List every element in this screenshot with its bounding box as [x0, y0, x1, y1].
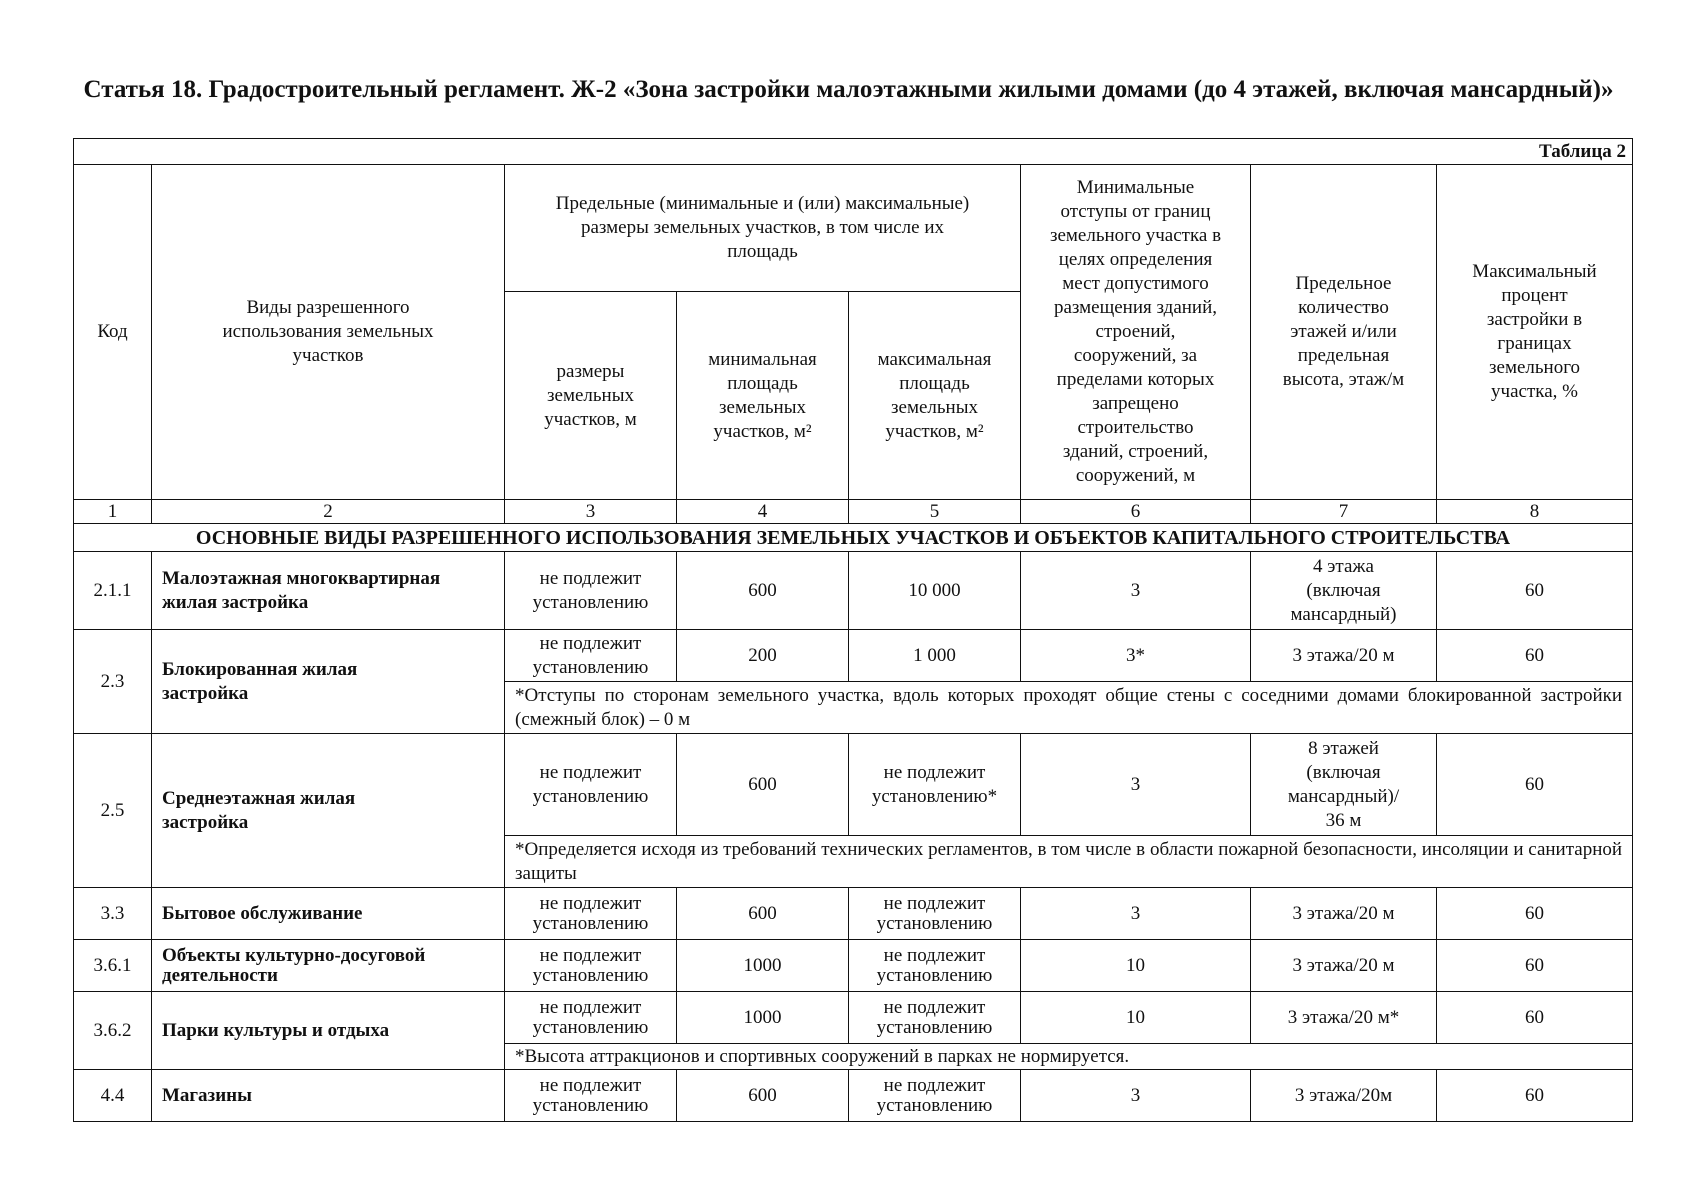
row-floors: 3 этажа/20 м	[1251, 630, 1437, 682]
row-code: 2.3	[74, 630, 152, 734]
row-sizes: не подлежит установлению	[505, 940, 677, 992]
row-sizes: не подлежит установлению	[505, 1070, 677, 1122]
row-note: *Высота аттракционов и спортивных сооружений в парках не нормируется.	[505, 1044, 1633, 1070]
row-floors: 3 этажа/20м	[1251, 1070, 1437, 1122]
row-name: Бытовое обслуживание	[152, 888, 505, 940]
table-row	[74, 992, 1633, 1044]
row-floors: 8 этажей (включая мансардный)/ 36 м	[1251, 734, 1437, 836]
header-sizes-group: Предельные (минимальные и (или) максимальные) размеры земельных участков, в том числе их площадь	[505, 165, 1021, 292]
row-max-area: 10 000	[849, 552, 1021, 630]
column-number: 5	[849, 500, 1021, 524]
row-min-area: 1000	[677, 940, 849, 992]
column-number: 1	[74, 500, 152, 524]
row-sizes: не подлежит установлению	[505, 734, 677, 836]
table-row	[74, 940, 1633, 992]
header-floors: Предельное количество этажей и/или предельная высота, этаж/м	[1251, 165, 1437, 500]
row-sizes: не подлежит установлению	[505, 630, 677, 682]
column-number: 3	[505, 500, 677, 524]
row-floors: 3 этажа/20 м*	[1251, 992, 1437, 1044]
row-note: *Определяется исходя из требований технических регламентов, в том числе в области пожарной безопасности, инсоляции и санитарной защиты	[505, 836, 1633, 888]
table-label: Таблица 2	[74, 139, 1633, 165]
row-percent: 60	[1437, 940, 1633, 992]
row-sizes: не подлежит установлению	[505, 552, 677, 630]
row-min-area: 1000	[677, 992, 849, 1044]
row-name: Объекты культурно-досуговой деятельности	[152, 940, 505, 992]
row-floors: 3 этажа/20 м	[1251, 940, 1437, 992]
column-numbers-row	[74, 500, 1633, 524]
row-floors: 4 этажа (включая мансардный)	[1251, 552, 1437, 630]
row-code: 2.5	[74, 734, 152, 888]
column-number: 8	[1437, 500, 1633, 524]
table-row	[74, 1070, 1633, 1122]
row-name: Малоэтажная многоквартирная жилая застройка	[152, 552, 505, 630]
header-max-area: максимальная площадь земельных участков, м²	[849, 292, 1021, 500]
row-percent: 60	[1437, 992, 1633, 1044]
row-max-area: не подлежит установлению	[849, 888, 1021, 940]
row-setback: 3	[1021, 1070, 1251, 1122]
header-code: Код	[74, 165, 152, 500]
row-min-area: 600	[677, 552, 849, 630]
row-name: Среднеэтажная жилая застройка	[152, 734, 505, 888]
row-percent: 60	[1437, 552, 1633, 630]
header-max-percent: Максимальный процент застройки в границах земельного участка, %	[1437, 165, 1633, 500]
column-number: 7	[1251, 500, 1437, 524]
row-name: Блокированная жилая застройка	[152, 630, 505, 734]
header-use: Виды разрешенного использования земельных участков	[152, 165, 505, 500]
column-number: 4	[677, 500, 849, 524]
row-max-area: не подлежит установлению	[849, 940, 1021, 992]
row-code: 2.1.1	[74, 552, 152, 630]
row-setback: 3*	[1021, 630, 1251, 682]
row-max-area: не подлежит установлению*	[849, 734, 1021, 836]
header-sizes: размеры земельных участков, м	[505, 292, 677, 500]
row-code: 3.6.1	[74, 940, 152, 992]
row-min-area: 600	[677, 1070, 849, 1122]
column-number: 6	[1021, 500, 1251, 524]
row-min-area: 600	[677, 888, 849, 940]
regulation-table	[73, 138, 1633, 1122]
row-setback: 3	[1021, 888, 1251, 940]
row-min-area: 200	[677, 630, 849, 682]
row-max-area: 1 000	[849, 630, 1021, 682]
row-name: Парки культуры и отдыха	[152, 992, 505, 1070]
table-row	[74, 552, 1633, 630]
row-sizes: не подлежит установлению	[505, 888, 677, 940]
row-setback: 10	[1021, 940, 1251, 992]
row-code: 4.4	[74, 1070, 152, 1122]
row-setback: 3	[1021, 552, 1251, 630]
table-row	[74, 734, 1633, 836]
row-sizes: не подлежит установлению	[505, 992, 677, 1044]
row-name: Магазины	[152, 1070, 505, 1122]
table-row	[74, 630, 1633, 682]
table-row	[74, 888, 1633, 940]
row-setback: 3	[1021, 734, 1251, 836]
row-percent: 60	[1437, 734, 1633, 836]
row-percent: 60	[1437, 888, 1633, 940]
row-percent: 60	[1437, 1070, 1633, 1122]
row-max-area: не подлежит установлению	[849, 1070, 1021, 1122]
column-number: 2	[152, 500, 505, 524]
row-floors: 3 этажа/20 м	[1251, 888, 1437, 940]
row-code: 3.6.2	[74, 992, 152, 1070]
row-min-area: 600	[677, 734, 849, 836]
document-title: Статья 18. Градостроительный регламент. Ж-2 «Зона застройки малоэтажными жилыми домами (до 4 этажей, включая мансардный)»	[83, 76, 1614, 103]
row-max-area: не подлежит установлению	[849, 992, 1021, 1044]
header-setbacks: Минимальные отступы от границ земельного участка в целях определения мест допустимого размещения зданий, строений, сооружений, за пределами которых запрещено строительство зданий, строений, сооружений, м	[1021, 165, 1251, 500]
header-min-area: минимальная площадь земельных участков, м²	[677, 292, 849, 500]
section-title: ОСНОВНЫЕ ВИДЫ РАЗРЕШЕННОГО ИСПОЛЬЗОВАНИЯ ЗЕМЕЛЬНЫХ УЧАСТКОВ И ОБЪЕКТОВ КАПИТАЛЬНОГО СТРОИТЕЛЬСТВА	[74, 524, 1633, 552]
row-note: *Отступы по сторонам земельного участка, вдоль которых проходят общие стены с соседними домами блокированной застройки (смежный блок) – 0 м	[505, 682, 1633, 734]
row-code: 3.3	[74, 888, 152, 940]
row-percent: 60	[1437, 630, 1633, 682]
row-setback: 10	[1021, 992, 1251, 1044]
